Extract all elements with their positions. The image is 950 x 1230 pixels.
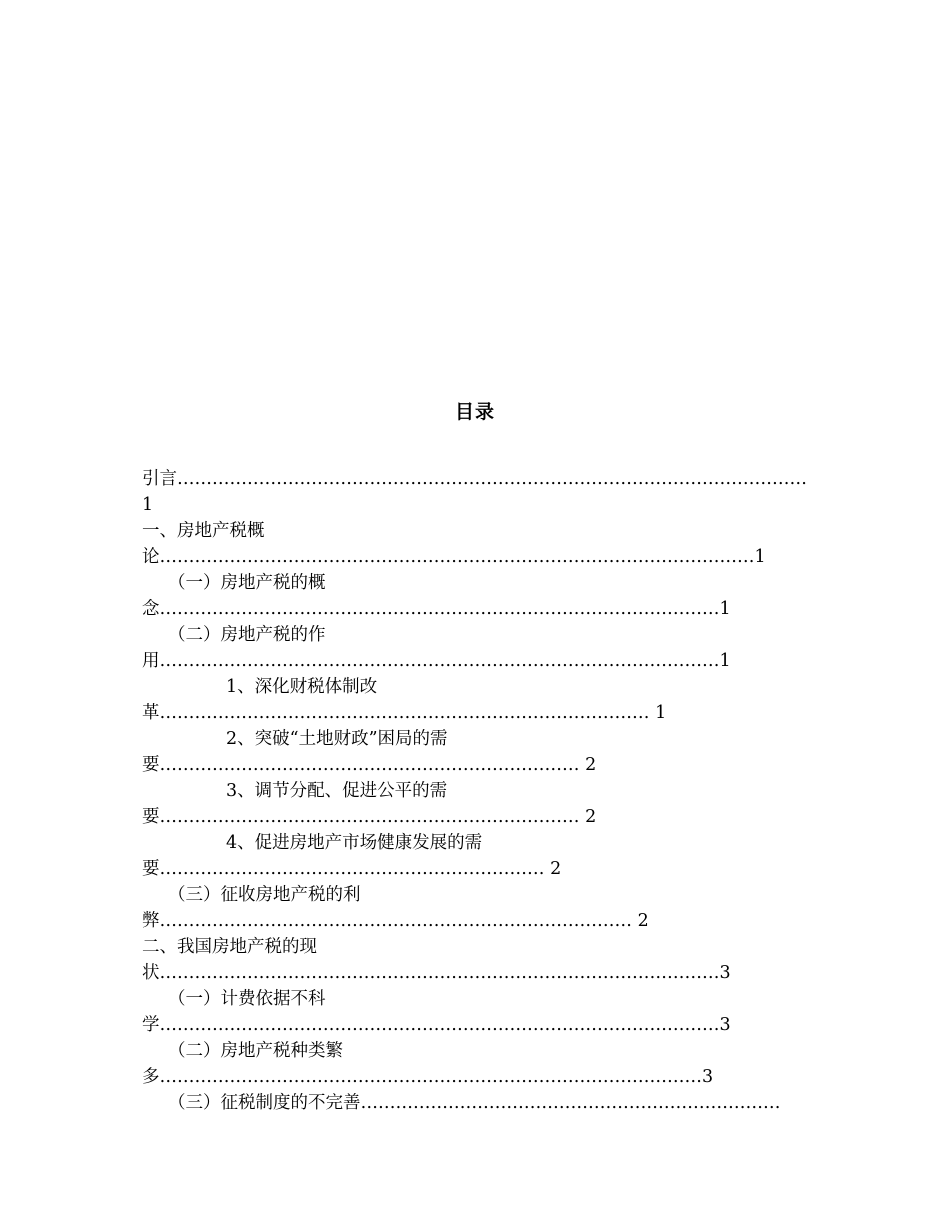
toc-entry-text: （二）房地产税的作用 bbox=[142, 625, 326, 671]
toc-leader-dots: ……………………………………………………………………………………………… bbox=[177, 469, 807, 489]
toc-leader-dots: ……………………………………………………………… bbox=[159, 807, 586, 827]
toc-page-number: 2 bbox=[637, 911, 649, 931]
toc-leader-dots: ………………………………………………………………………………………… bbox=[159, 547, 755, 567]
toc-entry-text: （三）征税制度的不完善 bbox=[168, 1093, 361, 1113]
toc-leader-dots: …………………………………………………………………………………… bbox=[159, 1015, 720, 1035]
toc-leader-dots: ………………………………………………………………………………… bbox=[159, 1067, 702, 1087]
toc-page-number: 1 bbox=[719, 599, 731, 619]
toc-entry-text: （三）征收房地产税的利弊 bbox=[142, 885, 361, 931]
toc-entry-text: 二、我国房地产税的现状 bbox=[142, 937, 317, 983]
toc-entry-text: 3、调节分配、促进公平的需要 bbox=[142, 781, 448, 827]
toc-entry bbox=[142, 882, 810, 934]
toc-leader-dots: ……………………………………………………………… bbox=[159, 755, 586, 775]
toc-page-number: 1 bbox=[719, 651, 731, 671]
toc-entry bbox=[142, 674, 810, 726]
toc-entry bbox=[142, 570, 810, 622]
toc-leader-dots: ……………………………………………………………… bbox=[360, 1093, 781, 1113]
toc-page-number: 1 bbox=[754, 547, 766, 567]
toc-page-number: 1 bbox=[655, 703, 667, 723]
toc-leader-dots: …………………………………………………………………………………… bbox=[159, 651, 720, 671]
toc-page-number: 1 bbox=[142, 495, 154, 515]
toc-leader-dots: …………………………………………………………………………………… bbox=[159, 963, 720, 983]
toc-entry bbox=[142, 726, 810, 778]
toc-page-number: 3 bbox=[719, 963, 731, 983]
toc-entry-text: 2、突破“土地财政”困局的需要 bbox=[142, 729, 448, 775]
toc-entry bbox=[142, 622, 810, 674]
toc-entry bbox=[142, 1090, 810, 1116]
toc-entry bbox=[142, 830, 810, 882]
toc-entry-text: （一）计费依据不科学 bbox=[142, 989, 326, 1035]
toc-entry-text: 1、深化财税体制改革 bbox=[142, 677, 378, 723]
table-of-contents bbox=[142, 466, 810, 1116]
toc-title: 目录 bbox=[454, 401, 495, 423]
toc-page-number: 2 bbox=[585, 755, 597, 775]
toc-entry bbox=[142, 934, 810, 986]
toc-page-number: 3 bbox=[702, 1067, 714, 1087]
toc-leader-dots: ………………………………………………………………………… bbox=[159, 703, 656, 723]
toc-entry bbox=[142, 1038, 810, 1090]
toc-leader-dots: ……………………………………………………………………… bbox=[159, 911, 638, 931]
toc-entry bbox=[142, 466, 810, 518]
toc-entry bbox=[142, 518, 810, 570]
toc-entry-text: 4、促进房地产市场健康发展的需要 bbox=[142, 833, 483, 879]
toc-entry-text: 一、房地产税概论 bbox=[142, 521, 265, 567]
toc-leader-dots: ………………………………………………………… bbox=[159, 859, 551, 879]
toc-page-number: 3 bbox=[719, 1015, 731, 1035]
toc-entry-text: （一）房地产税的概念 bbox=[142, 573, 326, 619]
toc-page-number: 2 bbox=[550, 859, 562, 879]
toc-leader-dots: …………………………………………………………………………………… bbox=[159, 599, 720, 619]
toc-entry bbox=[142, 986, 810, 1038]
toc-page-number: 2 bbox=[585, 807, 597, 827]
toc-entry-text: 引言 bbox=[142, 469, 177, 489]
toc-entry bbox=[142, 778, 810, 830]
toc-entry-text: （二）房地产税种类繁多 bbox=[142, 1041, 343, 1087]
